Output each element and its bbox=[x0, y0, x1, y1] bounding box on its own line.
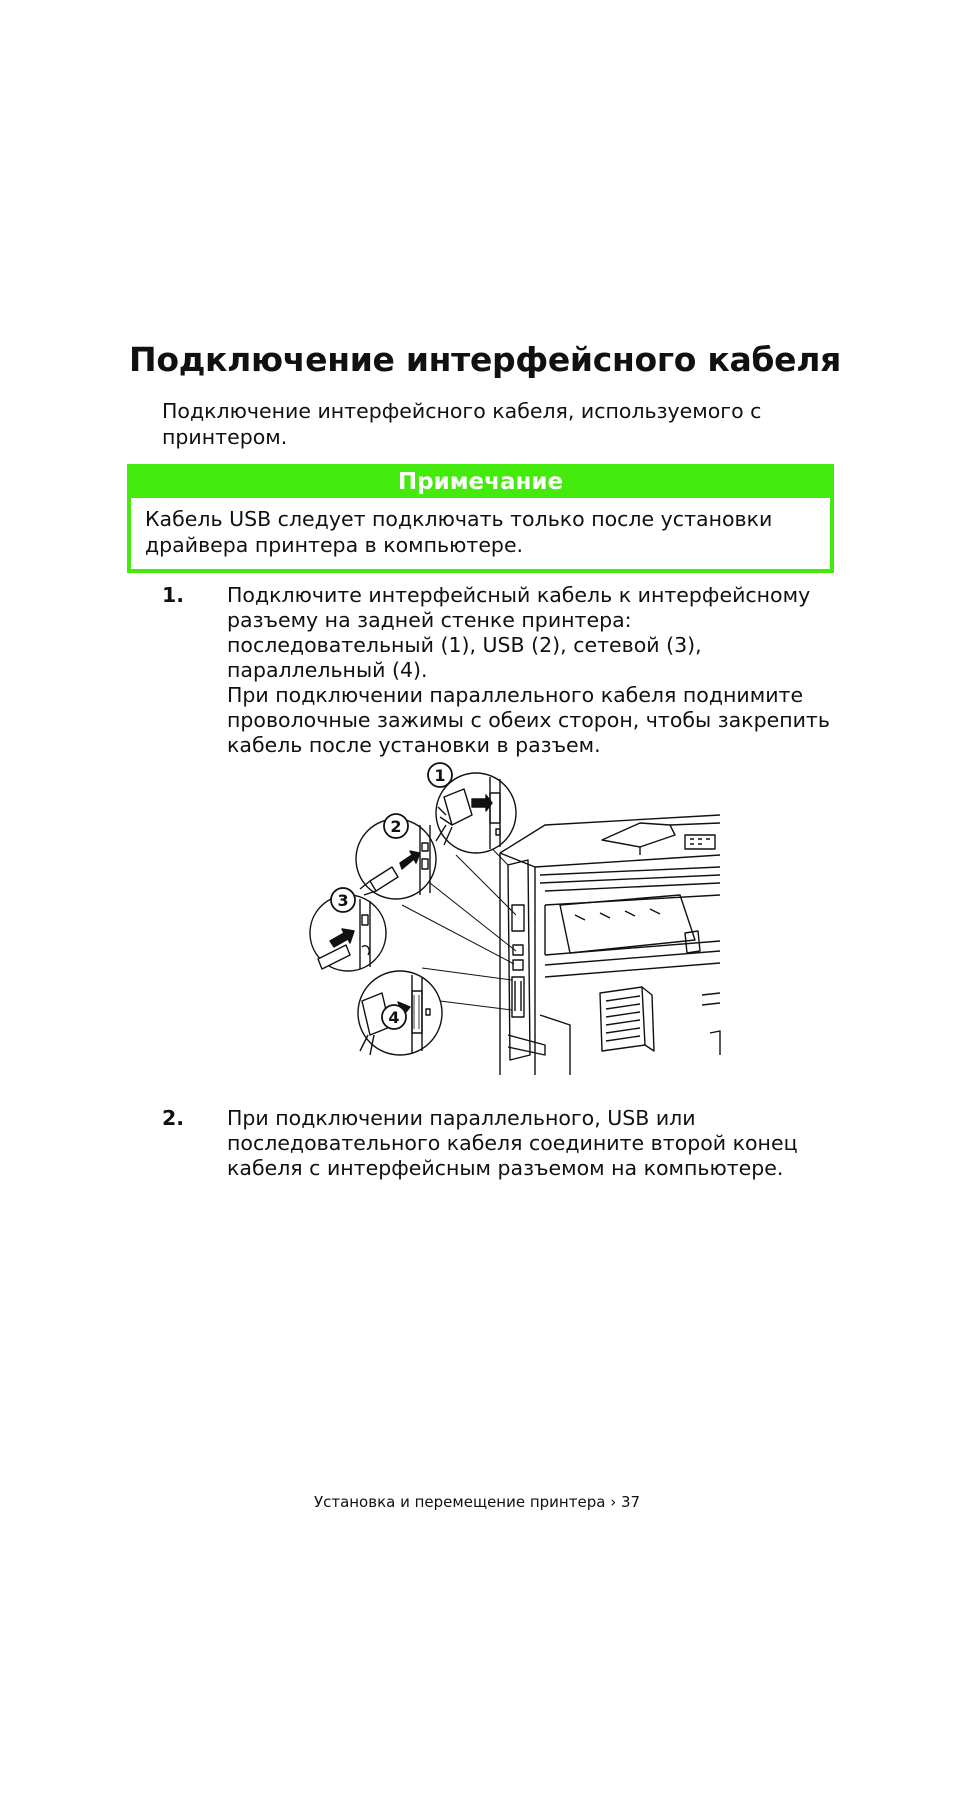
printer-body bbox=[500, 815, 720, 1075]
callout-2-label: 2 bbox=[390, 817, 402, 836]
callout-1-label: 1 bbox=[434, 766, 446, 785]
step-paragraph: Подключите интерфейсный кабель к интерфейсному разъему на задней стенке принтера: последовательный (1), USB (2), сетевой (3), параллельный (4). bbox=[227, 583, 811, 682]
step-2 bbox=[162, 1106, 842, 1186]
note-text: Кабель USB следует подключать только после установки драйвера принтера в компьютере. bbox=[145, 507, 773, 557]
intro-text: Подключение интерфейсного кабеля, используемого с принтером. bbox=[162, 399, 762, 449]
step-number: 2. bbox=[162, 1106, 185, 1130]
callout-4-label: 4 bbox=[388, 1008, 400, 1027]
step-1 bbox=[162, 583, 842, 757]
step-paragraph: При подключении параллельного, USB или последовательного кабеля соедините второй конец кабеля с интерфейсным разъемом на компьютере. bbox=[227, 1106, 798, 1180]
callout-3 bbox=[331, 888, 355, 912]
page-title: Подключение интерфейсного кабеля bbox=[129, 340, 842, 379]
note-box bbox=[127, 464, 834, 573]
note-heading: Примечание bbox=[131, 468, 830, 498]
step-number: 1. bbox=[162, 583, 185, 607]
callout-3-label: 3 bbox=[337, 891, 349, 910]
callout-4 bbox=[382, 1005, 406, 1029]
callout-2 bbox=[384, 814, 408, 838]
printer-interface-illustration bbox=[337, 755, 720, 1075]
step-paragraph: При подключении параллельного кабеля поднимите проволочные зажимы с обеих сторон, чтобы закрепить кабель после установки в разъем. bbox=[227, 683, 830, 757]
step-text bbox=[227, 583, 842, 758]
callout-1 bbox=[428, 763, 452, 787]
page-footer: Установка и перемещение принтера › 37 bbox=[313, 1493, 641, 1511]
step-text bbox=[227, 1106, 842, 1181]
